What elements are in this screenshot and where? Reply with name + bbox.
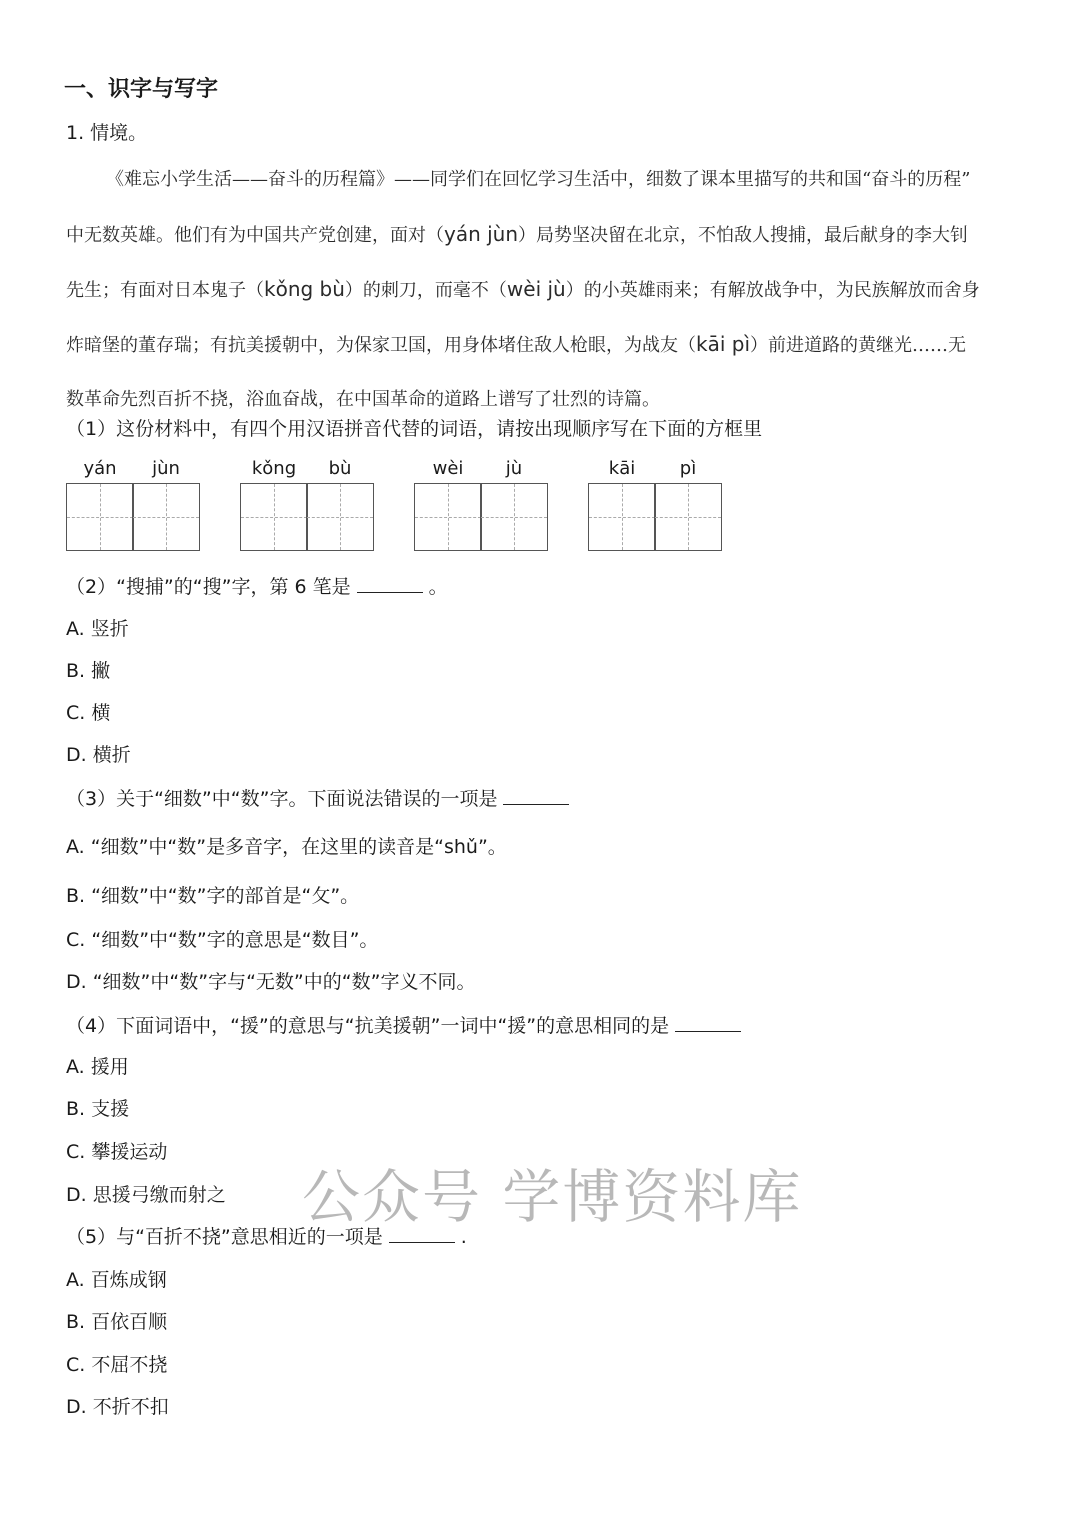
option[interactable]: D. 横折 [66,744,131,766]
option[interactable]: B. 支援 [66,1098,130,1120]
passage-text: 先生；有面对日本鬼子（ [66,280,264,301]
passage-text: ）的刺刀，而毫不（ [344,280,507,301]
option[interactable]: C. 攀援运动 [66,1141,168,1163]
pinyin-label: wèi [432,458,464,479]
question-text: （3）关于“细数”中“数”字。下面说法错误的一项是 [66,788,498,810]
passage-text: 数革命先烈百折不挠，浴血奋战，在中国革命的道路上谱写了壮烈的诗篇。 [66,389,660,410]
pinyin-label: kāi [608,458,636,479]
question-text: （2）“搜捕”的“搜”字，第 6 笔是 [66,576,351,598]
writing-box[interactable] [588,483,656,551]
sub-question-2 [66,572,448,599]
option[interactable]: B. 撇 [66,660,111,682]
sub-question-4 [66,1011,747,1038]
passage-text: 中无数英雄。他们有为中国共产党创建，面对（ [66,225,444,246]
pinyin-group [412,458,548,558]
option[interactable]: B. “细数”中“数”字的部首是“攵”。 [66,885,360,907]
option[interactable]: A. 百炼成钢 [66,1269,167,1291]
option[interactable]: A. 竖折 [66,618,129,640]
passage-text: 《难忘小学生活——奋斗的历程篇》——同学们在回忆学习生活中，细数了课本里描写的共和国“奋斗的历程” [106,169,971,190]
writing-box[interactable] [240,483,308,551]
pinyin-label: jù [505,458,523,479]
option[interactable]: D. 思援弓缴而射之 [66,1184,226,1206]
option[interactable]: A. “细数”中“数”是多音字，在这里的读音是“shǔ”。 [66,836,507,858]
passage-line [66,262,1021,317]
pinyin-writing-grid [64,458,734,558]
passage-text: ）的小英雄雨来；有解放战争中，为民族解放而舍身 [565,280,980,301]
question-text: （5）与“百折不挠”意思相近的一项是 [66,1226,383,1248]
pinyin-label: kǒng [251,458,297,479]
option[interactable]: D. 不折不扣 [66,1396,169,1418]
passage-line [66,207,1021,262]
pinyin-group [238,458,374,558]
writing-box[interactable] [306,483,374,551]
pinyin-group [64,458,200,558]
question-text: （4）下面词语中，“援”的意思与“抗美援朝”一词中“援”的意思相同的是 [66,1015,670,1037]
passage-line [66,152,1021,207]
passage-text: ）前进道路的黄继光……无 [750,335,967,356]
answer-blank[interactable] [389,1241,455,1243]
writing-box[interactable] [132,483,200,551]
pinyin-group [586,458,722,558]
question-end: 。 [428,576,448,598]
sub-question-1: （1）这份材料中，有四个用汉语拼音代替的词语，请按出现顺序写在下面的方框里 [66,418,763,440]
pinyin-label: pì [679,458,697,479]
passage-text: 炸暗堡的董存瑞；有抗美援朝中，为保家卫国，用身体堵住敌人枪眼，为战友（ [66,335,696,356]
option[interactable]: C. “细数”中“数”字的意思是“数目”。 [66,929,379,951]
pinyin-word: wèi jù [506,277,566,301]
pinyin-label: yán [83,458,117,479]
writing-box[interactable] [66,483,134,551]
answer-blank[interactable] [357,591,423,593]
pinyin-word: kāi pì [696,332,751,356]
pinyin-word: yán jùn [444,222,519,246]
writing-box[interactable] [414,483,482,551]
passage-line [66,317,1021,372]
option[interactable]: A. 援用 [66,1056,129,1078]
writing-box[interactable] [480,483,548,551]
option[interactable]: C. 横 [66,702,111,724]
writing-box[interactable] [654,483,722,551]
option[interactable]: C. 不屈不挠 [66,1354,168,1376]
passage [66,152,1021,427]
answer-blank[interactable] [675,1030,741,1032]
watermark: 公众号 学博资料库 [302,1163,803,1231]
question-1-title: 1. 情境。 [66,122,148,144]
answer-blank[interactable] [503,803,569,805]
option[interactable]: D. “细数”中“数”字与“无数”中的“数”字义不同。 [66,971,476,993]
question-end: . [460,1226,467,1248]
pinyin-word: kǒng bù [264,277,345,301]
passage-text: ）局势坚决留在北京，不怕敌人搜捕，最后献身的李大钊 [518,225,969,246]
section-title: 一、识字与写字 [64,77,219,102]
pinyin-label: bù [328,458,352,479]
pinyin-label: jùn [152,458,180,479]
sub-question-3 [66,784,575,811]
option[interactable]: B. 百依百顺 [66,1311,168,1333]
